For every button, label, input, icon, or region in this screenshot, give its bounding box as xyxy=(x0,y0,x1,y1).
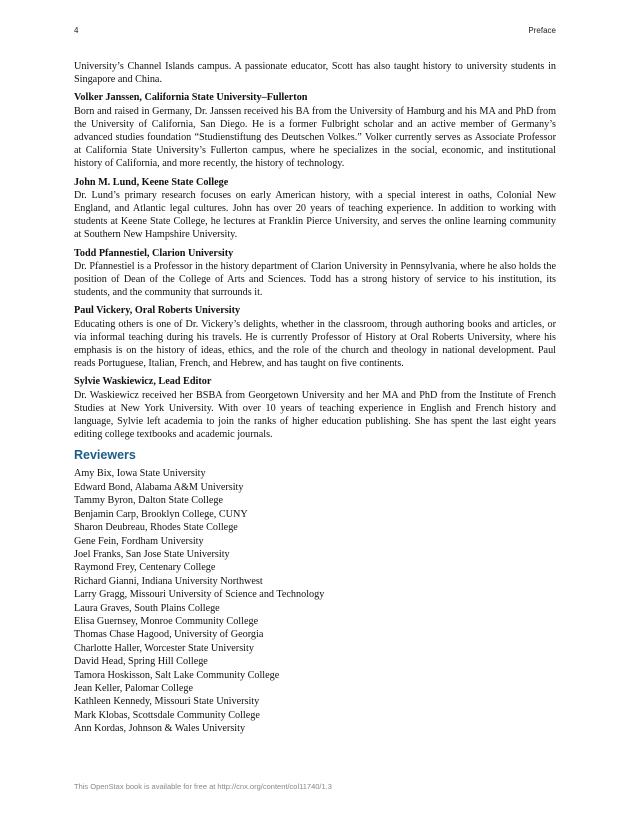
reviewer-item: Elisa Guernsey, Monroe Community College xyxy=(74,615,259,627)
reviewers-heading: Reviewers xyxy=(74,448,136,463)
bio-entry xyxy=(74,304,556,370)
reviewer-item: Gene Fein, Fordham University xyxy=(74,535,204,547)
bio-entry xyxy=(74,176,556,242)
bio-text: Educating others is one of Dr. Vickery’s delights, whether in the classroom, through authoring books and articles, or via informal teaching during his travels. He is currently Professor of History at Oral Roberts University, where his emphasis is on the history of ideas, ethics, and the role of the church and theology in national development. Paul reads Portuguese, Italian, French, and Hebrew, and has taught on five continents. xyxy=(74,318,556,370)
reviewer-item: Larry Gragg, Missouri University of Science and Technology xyxy=(74,589,325,601)
bio-text: Dr. Waskiewicz received her BSBA from Georgetown University and her MA and PhD from the Institute of French Studies at New York University. With over 10 years of teaching experience in English and French history and language, Sylvie left academia to join the ranks of higher education publishing. She has spent the last eight years editing college textbooks and academic journals. xyxy=(74,389,556,441)
reviewer-item: David Head, Spring Hill College xyxy=(74,656,208,668)
bio-text: Dr. Pfannestiel is a Professor in the history department of Clarion University in Pennsylvania, where he also holds the position of Dean of the College of Arts and Sciences. Todd has a strong history of service to his institution, its students, and the community that surrounds it. xyxy=(74,260,556,299)
reviewer-item: Richard Gianni, Indiana University Northwest xyxy=(74,575,263,587)
bio-name: Sylvie Waskiewicz, Lead Editor xyxy=(74,376,212,388)
running-title: Preface xyxy=(528,26,556,35)
reviewer-item: Edward Bond, Alabama A&M University xyxy=(74,481,244,493)
bio-text: Dr. Lund’s primary research focuses on early American history, with a special interest in oaths, Colonial New England, and Atlantic legal cultures. John has over 20 years of teaching experience. In addition to working with students at Keene State College, he lectures at Franklin Pierce University, and serves the online learning community at Southern New Hampshire University. xyxy=(74,189,556,241)
reviewer-item: Ann Kordas, Johnson & Wales University xyxy=(74,723,246,735)
reviewer-item: Jean Keller, Palomar College xyxy=(74,682,193,694)
reviewer-item: Mark Klobas, Scottsdale Community College xyxy=(74,709,260,721)
bio-name: John M. Lund, Keene State College xyxy=(74,176,229,188)
reviewer-item: Charlotte Haller, Worcester State University xyxy=(74,642,254,654)
bio-entry xyxy=(74,375,556,441)
reviewer-item: Laura Graves, South Plains College xyxy=(74,602,220,614)
bio-name: Volker Janssen, California State University–Fullerton xyxy=(74,92,308,104)
bio-text: Born and raised in Germany, Dr. Janssen received his BA from the University of Hamburg and his MA and PhD from the University of California, San Diego. He is a former Fulbright scholar and an active member of Germany’s advanced studies foundation “Studienstiftung des Deutschen Volkes.” Volker currently serves as Associate Professor at California State University’s Fullerton campus, where he specializes in the social, economic, and institutional history of California, and more recently, the history of technology. xyxy=(74,105,556,170)
page-header xyxy=(74,26,556,40)
bio-name: Paul Vickery, Oral Roberts University xyxy=(74,305,241,317)
reviewer-item: Kathleen Kennedy, Missouri State University xyxy=(74,696,260,708)
reviewer-item: Benjamin Carp, Brooklyn College, CUNY xyxy=(74,508,248,520)
bio-entry xyxy=(74,91,556,170)
reviewer-item: Joel Franks, San Jose State University xyxy=(74,548,230,560)
page-content xyxy=(74,60,556,736)
reviewer-item: Raymond Frey, Centenary College xyxy=(74,562,216,574)
reviewer-item: Tamora Hoskisson, Salt Lake Community College xyxy=(74,669,280,681)
page-number: 4 xyxy=(74,26,79,35)
reviewer-item: Sharon Deubreau, Rhodes State College xyxy=(74,522,238,534)
reviewers-list xyxy=(74,467,556,735)
reviewer-item: Thomas Chase Hagood, University of Georgia xyxy=(74,629,264,641)
intro-paragraph: University’s Channel Islands campus. A passionate educator, Scott has also taught history to university students in Singapore and China. xyxy=(74,61,556,86)
bio-name: Todd Pfannestiel, Clarion University xyxy=(74,247,234,259)
bio-entry xyxy=(74,247,556,300)
page-footer: This OpenStax book is available for free at http://cnx.org/content/col11740/1.3 xyxy=(74,782,332,791)
reviewer-item: Tammy Byron, Dalton State College xyxy=(74,495,223,507)
reviewer-item: Amy Bix, Iowa State University xyxy=(74,468,206,480)
